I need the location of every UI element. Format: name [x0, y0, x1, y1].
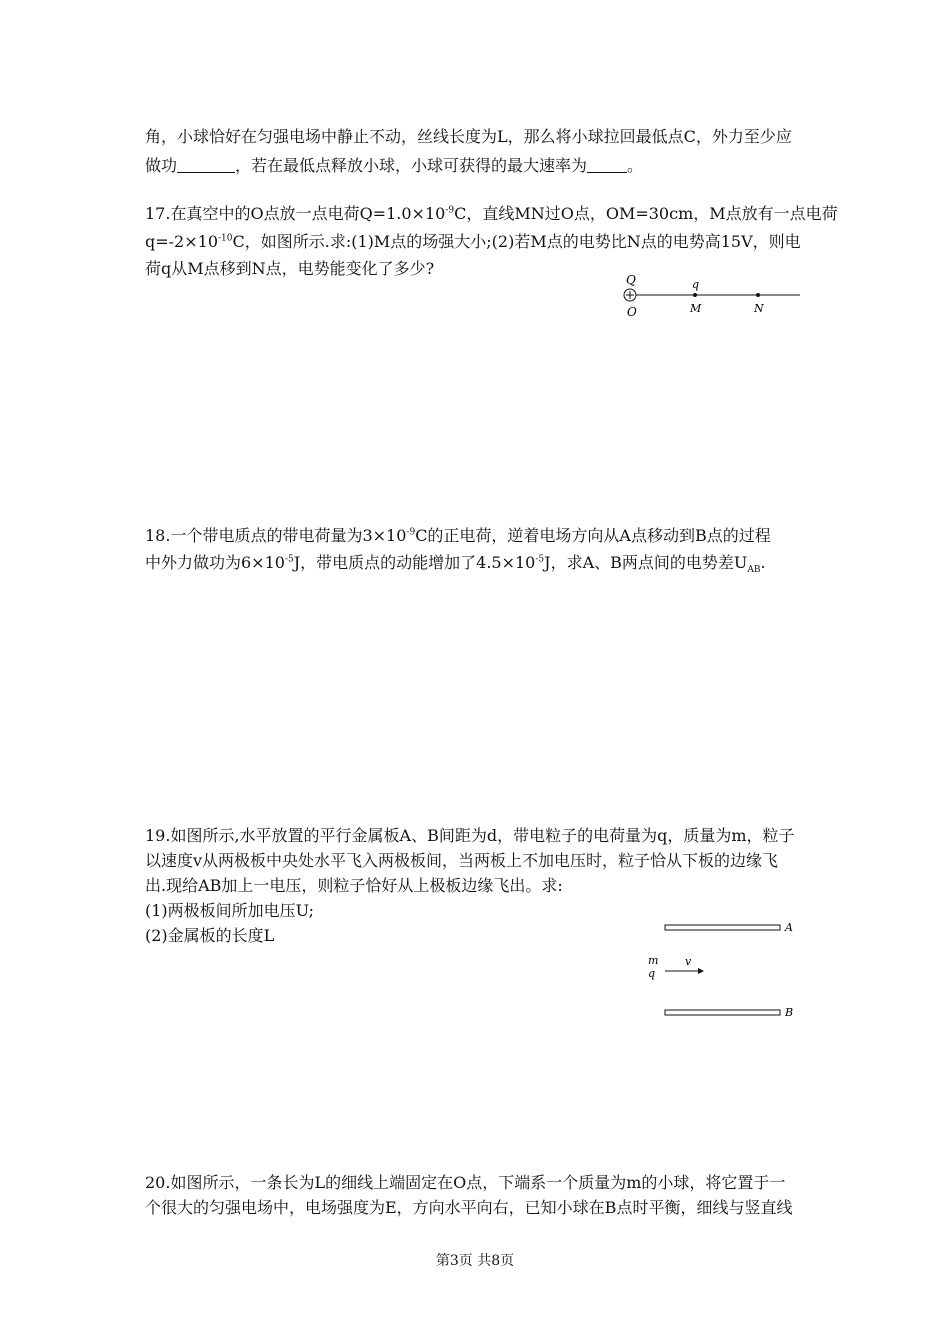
point-m	[693, 293, 697, 297]
point-n	[756, 293, 760, 297]
plate-b	[665, 1010, 780, 1015]
q16-line-1: 角，小球恰好在匀强电场中静止不动，丝线长度为L，那么将小球拉回最低点C，外力至少应	[145, 127, 792, 146]
label-q-big: Q	[626, 273, 636, 287]
q19-figure	[640, 915, 805, 1025]
q18-line-2: 中外力做功为$6\times 10^{-5}J$，带电质点的动能增加了$4.5\times 10^{-5}J$，求A、B两点间的电势差$U_{AB}$.	[145, 553, 766, 576]
q20-line-2: 个很大的匀强电场中，电场强度为E，方向水平向右，已知小球在B点时平衡，细线与竖直线	[145, 1198, 793, 1217]
label-o: O	[627, 305, 637, 319]
page-footer: 第3页 共8页	[435, 1253, 515, 1269]
q17-line-1: 17.在真空中的O点放一点电荷$Q=1.0\times 10^{-9}C$，直线MN过O点，OM=30cm，M点放有一点电荷	[145, 204, 838, 223]
label-n: N	[754, 302, 764, 315]
q19-line-3: 出.现给AB加上一电压，则粒子恰好从上极板边缘飞出。求:	[145, 876, 563, 895]
q18-line-1: 18.一个带电质点的带电荷量为$3\times 10^{-9}C$的正电荷，逆着电场方向从A点移动到B点的过程	[145, 526, 771, 545]
q19-line-2: 以速度v从两极板中央处水平飞入两极板间，当两板上不加电压时，粒子恰从下板的边缘飞	[145, 851, 779, 870]
q19-line-4: (1)两极板间所加电压U;	[145, 901, 314, 920]
label-m: m	[648, 954, 659, 967]
q19-line-1: 19.如图所示,水平放置的平行金属板A、B间距为d，带电粒子的电荷量为q，质量为m，粒子	[145, 826, 795, 845]
label-q: q	[648, 967, 656, 980]
plate-a	[665, 925, 780, 930]
q17-line-2: $q=-2\times 10^{-10}C$，如图所示.求:(1)M点的场强大小;(2)若M点的电势比N点的电势高15V，则电	[145, 232, 801, 251]
velocity-arrow-head	[698, 968, 704, 974]
q16-line-2: 做功 ，若在最低点释放小球，小球可获得的最大速率为 。	[145, 156, 644, 175]
q17-line-3: 荷q从M点移到N点，电势能变化了多少?	[145, 259, 435, 278]
q19-line-5: (2)金属板的长度L	[145, 926, 275, 945]
answer-blank[interactable]	[177, 156, 235, 173]
label-a: A	[785, 921, 793, 934]
answer-blank[interactable]	[587, 156, 627, 173]
q20-line-1: 20.如图所示，一条长为L的细线上端固定在O点，下端系一个质量为m的小球，将它置于一	[145, 1173, 786, 1192]
q17-figure	[615, 272, 805, 322]
label-b: B	[785, 1006, 794, 1019]
label-v: v	[685, 955, 692, 968]
label-q-small: q	[692, 278, 700, 291]
label-m: M	[690, 302, 702, 315]
